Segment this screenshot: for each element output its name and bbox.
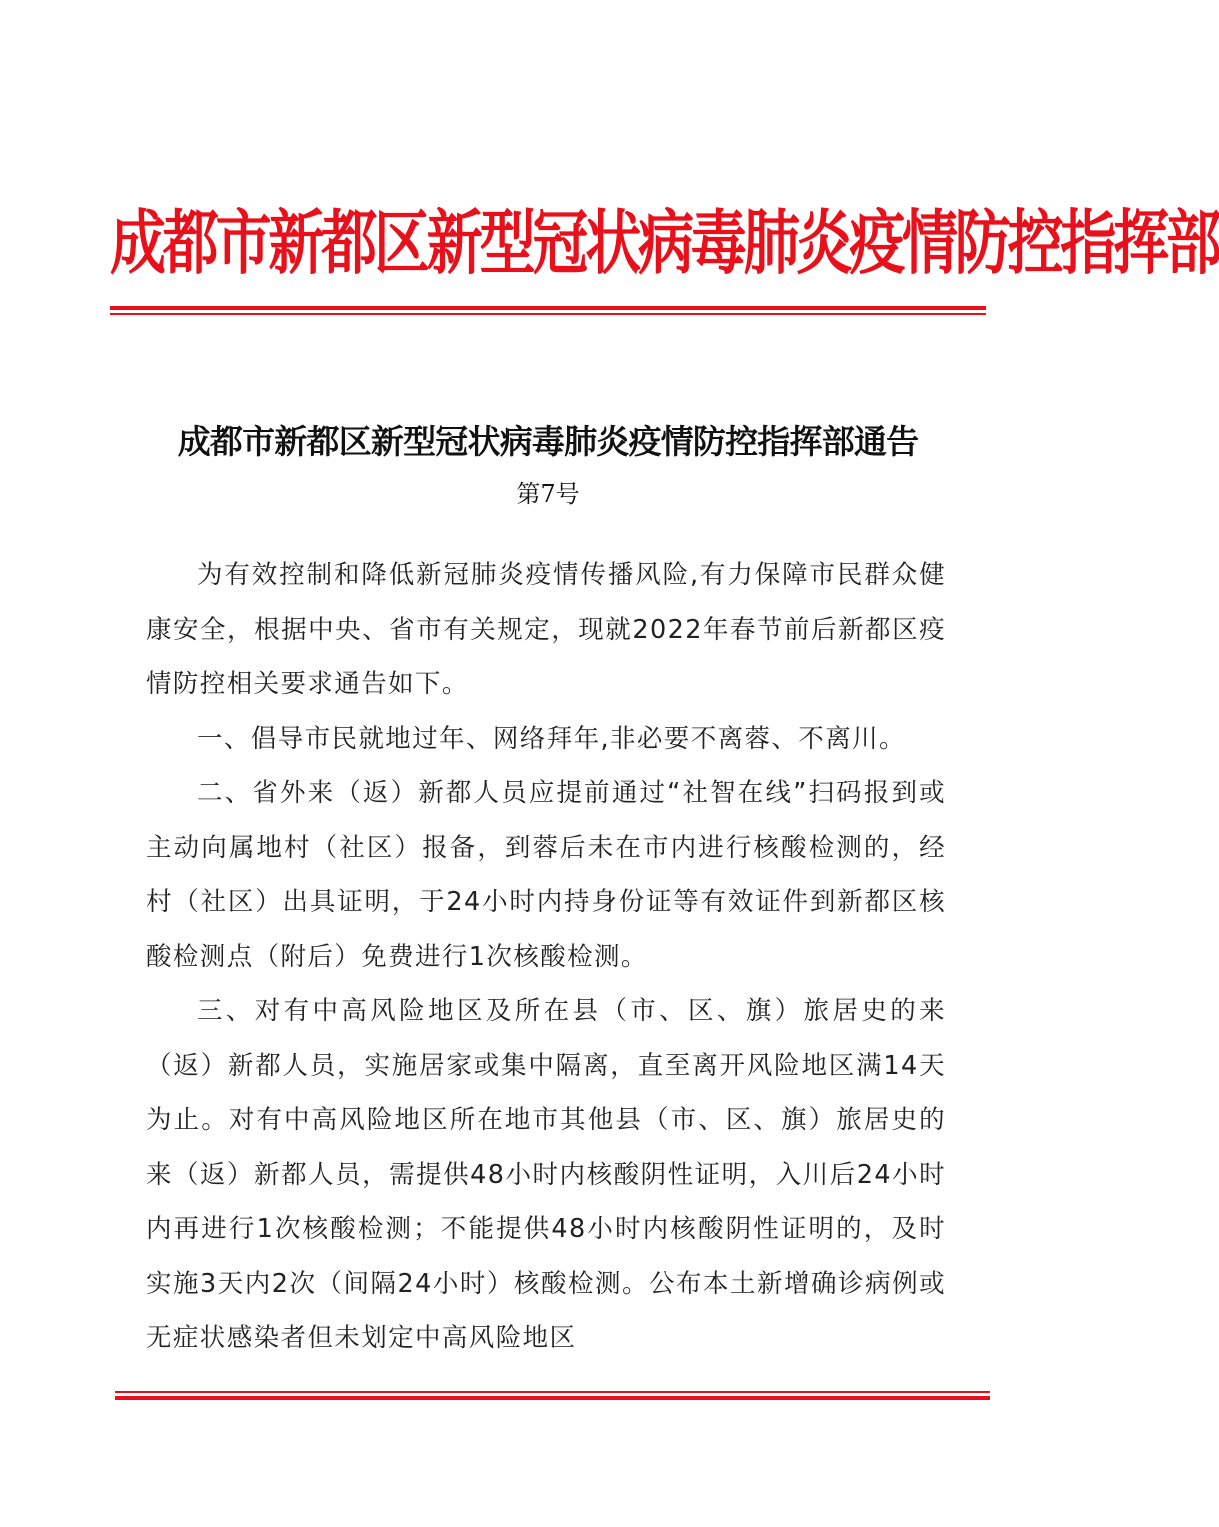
masthead-rule-thin [110,313,986,315]
paragraph-item-1: 一、倡导市民就地过年、网络拜年,非必要不离蓉、不离川。 [197,723,906,754]
paragraph-item-2: 二、省外来（返）新都人员应提前通过“社智在线”扫码报到或主动向属地村（社区）报备，到蓉后未在市内进行核酸检测的，经村（社区）出具证明，于24小时内持身份证等有效证件到新都区核酸检测点（附后）免费进行1次核酸检测。 [146,778,946,972]
notice-body [146,548,946,1366]
notice-title: 成都市新都区新型冠状病毒肺炎疫情防控指挥部通告 [177,422,919,461]
masthead-title: 成都市新都区新型冠状病毒肺炎疫情防控指挥部 [110,201,1219,285]
paragraph-item-3: 三、对有中高风险地区及所在县（市、区、旗）旅居史的来（返）新都人员，实施居家或集中隔离，直至离开风险地区满14天为止。对有中高风险地区所在地市其他县（市、区、旗）旅居史的来（返）新都人员，需提供48小时内核酸阴性证明，入川后24小时内再进行1次核酸检测；不能提供48小时内核酸阴性证明的，及时实施3天内2次（间隔24小时）核酸检测。公布本土新增确诊病例或无症状感染者但未划定中高风险地区 [146,996,946,1353]
notice-number: 第7号 [516,480,580,508]
footer-rule-thick [115,1396,990,1400]
masthead-rule-thick [110,306,986,310]
footer-rule-thin [115,1391,990,1393]
paragraph-intro: 为有效控制和降低新冠肺炎疫情传播风险,有力保障市民群众健康安全，根据中央、省市有关规定，现就2022年春节前后新都区疫情防控相关要求通告如下。 [146,560,946,699]
